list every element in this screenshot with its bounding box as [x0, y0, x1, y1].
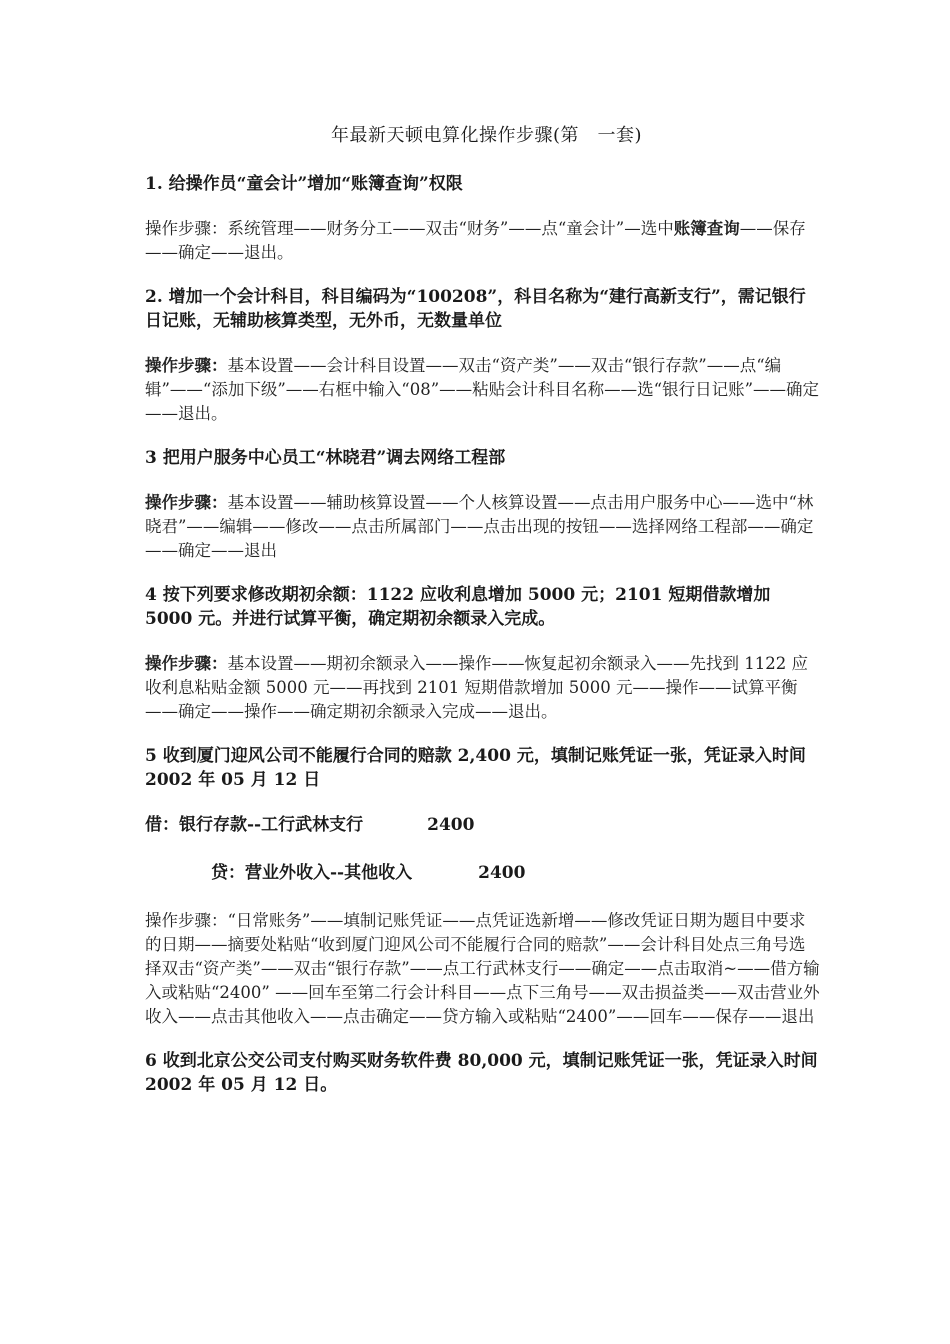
- section-2-steps-lead: 操作步骤：: [145, 356, 228, 375]
- section-2-steps-text: 基本设置——会计科目设置——双击“资产类”——双击“银行存款”——点“编辑”——“添加下级”——右框中输入“08”——粘贴会计科目名称——选“银行日记账”——确定——退出。: [145, 356, 820, 423]
- credit-entry: [145, 861, 820, 885]
- section-6-heading: 6 收到北京公交公司支付购买财务软件费 80,000 元，填制记账凭证一张，凭证录入时间 2002 年 05 月 12 日。: [145, 1051, 818, 1095]
- section-1-steps-bold: 账簿查询: [673, 219, 740, 238]
- document-body: [145, 122, 820, 1118]
- debit-entry: [145, 813, 820, 837]
- section-4-steps-text: 基本设置——期初余额录入——操作——恢复起初余额录入——先找到 1122 应收利息粘贴金额 5000 元——再找到 2101 短期借款增加 5000 元——操作——试算平衡——确定——操作——确定期初余额录入完成——退出。: [145, 654, 808, 721]
- section-3-steps: [145, 491, 820, 563]
- section-5-steps: 操作步骤：“日常账务”——填制记账凭证——点凭证选新增——修改凭证日期为题目中要求的日期——摘要处粘贴“收到厦门迎风公司不能履行合同的赔款”——会计科目处点三角号选择双击“资产类”——双击“银行存款”——点工行武林支行——确定——点击取消~——借方输入或粘贴“2400” ——回车至第二行会计科目——点下三角号——双击损益类——双击营业外收入——点击其他收入——点击确定——贷方输入或粘贴“2400”——回车——保存——退出: [145, 911, 820, 1026]
- section-4-steps-lead: 操作步骤：: [145, 654, 228, 673]
- debit-amount: 2400: [427, 815, 475, 835]
- section-3-steps-text: 基本设置——辅助核算设置——个人核算设置——点击用户服务中心——选中“林晓君”——编辑——修改——点击所属部门——点击出现的按钮——选择网络工程部——确定——确定——退出: [145, 493, 814, 560]
- section-1-steps-tail: ——保存——确定——退出。: [145, 219, 806, 262]
- document-title: 年最新天顿电算化操作步骤(第 一套): [330, 125, 643, 146]
- credit-amount: 2400: [478, 863, 526, 883]
- section-4-steps: [145, 652, 820, 724]
- section-1-steps-text: 操作步骤：系统管理——财务分工——双击“财务”——点“童会计”—选中: [145, 219, 674, 238]
- section-2-steps: [145, 354, 820, 426]
- section-4-heading: 4 按下列要求修改期初余额：1122 应收利息增加 5000 元；2101 短期借款增加 5000 元。并进行试算平衡，确定期初余额录入完成。: [145, 585, 771, 629]
- section-1-steps: [145, 217, 820, 265]
- credit-label: 贷：营业外收入--其他收入: [211, 863, 413, 883]
- section-3-heading: 3 把用户服务中心员工“林晓君”调去网络工程部: [145, 448, 506, 468]
- debit-label: 借：银行存款--工行武林支行: [145, 815, 364, 835]
- section-3-steps-lead: 操作步骤：: [145, 493, 228, 512]
- section-5-heading: 5 收到厦门迎风公司不能履行合同的赔款 2,400 元，填制记账凭证一张，凭证录入时间 2002 年 05 月 12 日: [145, 746, 806, 790]
- section-2-heading: 2. 增加一个会计科目，科目编码为“100208”，科目名称为“建行高新支行”，需记银行日记账，无辅助核算类型，无外币，无数量单位: [145, 287, 806, 331]
- section-1-heading: 1. 给操作员“童会计”增加“账簿查询”权限: [145, 174, 463, 194]
